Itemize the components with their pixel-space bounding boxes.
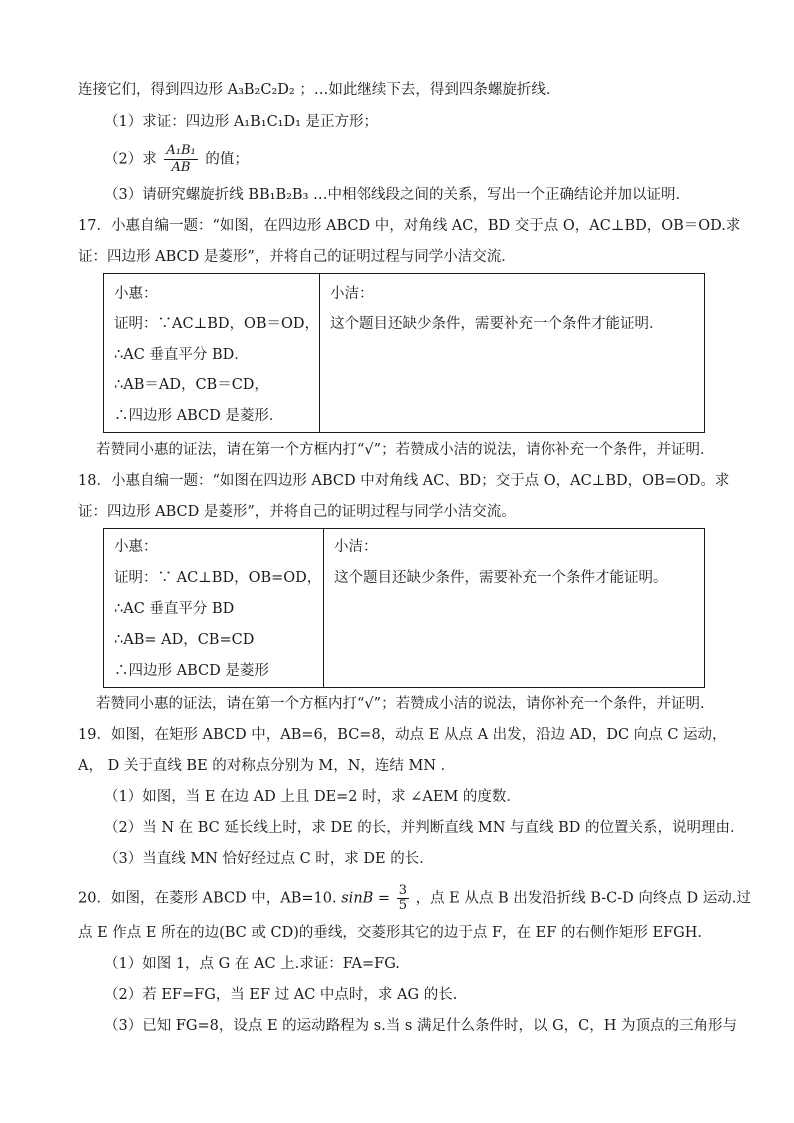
q19-text-b: A， D 关于直线 BE 的对称点分别为 M，N，连结 MN ． xyxy=(78,758,456,774)
intro-line: 连接它们，得到四边形 A₃B₂C₂D₂ ；…如此继续下去，得到四条螺旋折线． xyxy=(78,82,561,98)
q17-proof-box xyxy=(103,273,705,433)
q20-text-b: 点 E 作点 E 所在的边(BC 或 CD)的垂线，交菱形其它的边于点 F，在 EF 的右侧作矩形 EFGH. xyxy=(78,925,702,941)
q17-text-a: 17．小惠自编一题：“如图，在四边形 ABCD 中，对角线 AC，BD 交于点 O，AC⊥BD，OB＝OD.求 xyxy=(78,218,741,234)
q20-text-a: 20．如图，在菱形 ABCD 中，AB=10. sinB = $\frac{3}{5}$ ，点 E 从点 B 出发沿折线 B-C-D 向终点 D 运动.过 xyxy=(78,883,751,913)
q17-xiaojie-cell[interactable]: 小洁： 这个题目还缺少条件，需要补充一个条件才能证明． xyxy=(330,286,664,332)
q16-part3: （3）请研究螺旋折线 BB₁B₂B₃ …中相邻线段之间的关系，写出一个正确结论并加以证明． xyxy=(104,187,691,203)
q18-xiaohui-cell[interactable]: 小惠： 证明：∵ AC⊥BD，OB=OD， ∴AC 垂直平分 BD ∴AB= AD，CB=CD ∴四边形 ABCD 是菱形 xyxy=(114,539,322,679)
q19-part1: （1）如图，当 E 在边 AD 上且 DE=2 时，求 ∠AEM 的度数． xyxy=(104,789,521,805)
q16-part1: （1）求证：四边形 A₁B₁C₁D₁ 是正方形； xyxy=(104,114,379,130)
q17-xiaohui-cell[interactable]: 小惠： 证明：∵AC⊥BD，OB＝OD， ∴AC 垂直平分 BD． ∴AB＝AD，CB＝CD， ∴四边形 ABCD 是菱形． xyxy=(114,286,320,424)
fraction-three-fifths: $\frac{3}{5}$ xyxy=(398,883,407,913)
q17-instruction: 若赞同小惠的证法，请在第一个方框内打“√”；若赞成小洁的说法，请你补充一个条件，并证明． xyxy=(96,442,715,458)
q16-part2: （2）求 $\frac{\text{A₁B₁}}{AB}$ 的值； xyxy=(104,143,249,175)
q20-part2: （2）若 EF=FG，当 EF 过 AC 中点时，求 AG 的长. xyxy=(104,987,458,1003)
q20-part3: （3）已知 FG=8，设点 E 的运动路程为 s.当 s 满足什么条件时，以 G，C，H 为顶点的三角形与 xyxy=(104,1018,738,1034)
q18-text-b: 证：四边形 ABCD 是菱形”，并将自己的证明过程与同学小洁交流。 xyxy=(78,504,516,520)
q20-part1: （1）如图 1，点 G 在 AC 上.求证：FA=FG. xyxy=(104,956,400,972)
fraction-a1b1-over-ab: $\frac{\text{A₁B₁}}{AB}$ xyxy=(166,143,196,175)
q19-part3: （3）当直线 MN 恰好经过点 C 时，求 DE 的长． xyxy=(104,851,434,867)
q18-proof-box xyxy=(103,528,705,688)
q17-text-b: 证：四边形 ABCD 是菱形”，并将自己的证明过程与同学小洁交流． xyxy=(78,249,516,265)
q18-xiaojie-cell[interactable]: 小洁： 这个题目还缺少条件，需要补充一个条件才能证明。 xyxy=(334,539,668,586)
q18-text-a: 18．小惠自编一题：“如图在四边形 ABCD 中对角线 AC、BD；交于点 O，AC⊥BD，OB=OD。求 xyxy=(78,473,730,489)
q19-part2: （2）当 N 在 BC 延长线上时，求 DE 的长，并判断直线 MN 与直线 BD 的位置关系，说明理由． xyxy=(104,820,745,836)
q19-text-a: 19．如图，在矩形 ABCD 中，AB=6，BC=8，动点 E 从点 A 出发，沿边 AD，DC 向点 C 运动， xyxy=(78,727,727,743)
q18-instruction: 若赞同小惠的证法，请在第一个方框内打“√”；若赞成小洁的说法，请你补充一个条件，并证明． xyxy=(96,696,715,712)
